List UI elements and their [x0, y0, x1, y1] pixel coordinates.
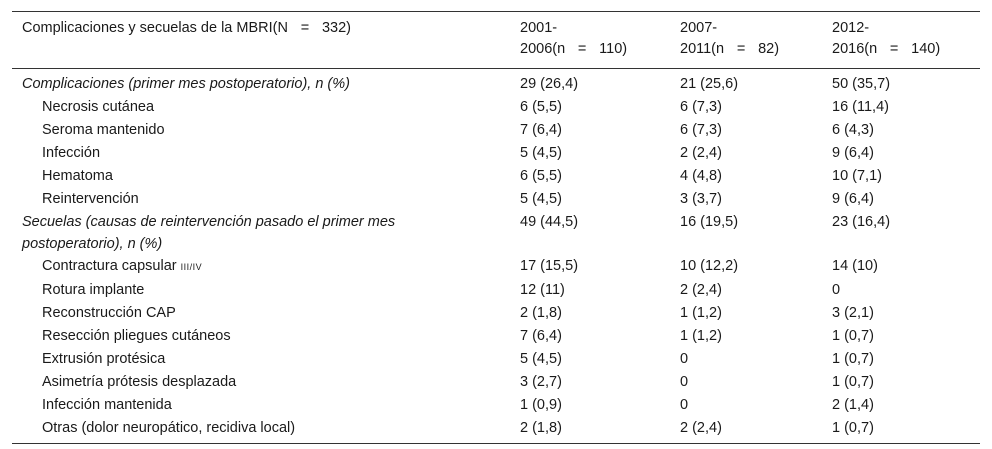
cell-value: 0	[680, 351, 689, 367]
cell-value: 2 (1,4)	[832, 397, 874, 413]
secuelas-section-row	[12, 211, 980, 255]
row-label: Seroma mantenido	[42, 122, 165, 138]
row-label: Resección pliegues cutáneos	[42, 328, 231, 344]
cell-value: 50 (35,7)	[832, 76, 891, 92]
cell-value: 7 (6,4)	[520, 328, 562, 344]
table-row	[12, 371, 980, 394]
table-header	[12, 12, 980, 69]
cell-value: 17 (15,5)	[520, 258, 579, 274]
row-label: Extrusión protésica	[42, 351, 166, 367]
cell-value: 9 (6,4)	[832, 191, 874, 207]
section-label-complicaciones: Complicaciones (primer mes postoperatorio), n (%)	[22, 76, 350, 92]
header-col-label	[12, 12, 510, 69]
cell-value: 1 (1,2)	[680, 305, 722, 321]
cell-value: 0	[680, 374, 689, 390]
section-label-secuelas: Secuelas (causas de reintervención pasado el primer mes postoperatorio), n (%)	[22, 214, 396, 252]
header-col2-eq: =	[736, 41, 746, 57]
results-table-container	[12, 11, 980, 444]
header-col2-line2: 2011(n	[680, 41, 725, 57]
row-label: Reconstrucción CAP	[42, 305, 176, 321]
table-row	[12, 96, 980, 119]
cell-value: 5 (4,5)	[520, 351, 562, 367]
row-label	[12, 255, 510, 279]
cell-value: 1 (0,7)	[832, 374, 874, 390]
cell-value: 0	[832, 282, 841, 298]
header-col0-eq: =	[300, 20, 310, 36]
header-col3-line2: 2016(n	[832, 41, 878, 57]
row-label: Infección	[42, 145, 101, 161]
table-row	[12, 348, 980, 371]
row-label-grade: III/IV	[180, 262, 203, 272]
header-col-2001-2006	[510, 12, 670, 69]
cell-value: 6 (5,5)	[520, 168, 562, 184]
cell-value: 49 (44,5)	[520, 214, 579, 230]
complications-table	[12, 11, 980, 444]
cell-value: 12 (11)	[520, 282, 565, 298]
table-row	[12, 417, 980, 444]
table-row	[12, 142, 980, 165]
cell-value: 7 (6,4)	[520, 122, 562, 138]
cell-value: 1 (0,9)	[520, 397, 562, 413]
row-label: Hematoma	[42, 168, 113, 184]
header-col2-line1: 2007-	[680, 20, 718, 36]
header-col1-eq: =	[577, 41, 587, 57]
cell-value: 16 (19,5)	[680, 214, 739, 230]
cell-value: 5 (4,5)	[520, 145, 562, 161]
cell-value: 3 (3,7)	[680, 191, 722, 207]
cell-value: 10 (7,1)	[832, 168, 882, 184]
cell-value: 9 (6,4)	[832, 145, 874, 161]
cell-value: 5 (4,5)	[520, 191, 562, 207]
cell-value: 2 (2,4)	[680, 145, 722, 161]
cell-value: 6 (4,3)	[832, 122, 874, 138]
cell-value: 2 (2,4)	[670, 417, 822, 444]
header-row	[12, 12, 980, 69]
cell-value: 1 (0,7)	[822, 417, 980, 444]
header-col0-n: 332)	[321, 20, 351, 36]
row-label: Necrosis cutánea	[42, 99, 155, 115]
cell-value: 1 (0,7)	[832, 328, 874, 344]
cell-value: 0	[680, 397, 689, 413]
header-col3-eq: =	[889, 41, 899, 57]
header-col1-line1: 2001-	[520, 20, 558, 36]
row-label: Rotura implante	[42, 282, 145, 298]
cell-value: 4 (4,8)	[680, 168, 722, 184]
header-col1-line2: 2006(n	[520, 41, 566, 57]
cell-value: 3 (2,7)	[520, 374, 562, 390]
header-col0-text: Complicaciones y secuelas de la MBRI(N	[22, 20, 288, 36]
table-body	[12, 69, 980, 444]
table-row	[12, 165, 980, 188]
header-col1-n: 110)	[599, 41, 628, 57]
cell-value: 29 (26,4)	[520, 76, 579, 92]
row-label: Asimetría prótesis desplazada	[42, 374, 237, 390]
header-col2-n: 82)	[758, 41, 780, 57]
table-row	[12, 188, 980, 211]
table-row	[12, 279, 980, 302]
row-label: Reintervención	[42, 191, 139, 207]
cell-value: 2 (1,8)	[510, 417, 670, 444]
table-row	[12, 255, 980, 279]
header-col-2012-2016	[822, 12, 980, 69]
complicaciones-section-row	[12, 69, 980, 97]
cell-value: 10 (12,2)	[680, 258, 739, 274]
header-col3-n: 140)	[911, 41, 941, 57]
row-label: Otras (dolor neuropático, recidiva local)	[12, 417, 510, 444]
cell-value: 1 (1,2)	[680, 328, 722, 344]
cell-value: 6 (5,5)	[520, 99, 562, 115]
table-row	[12, 394, 980, 417]
header-col-2007-2011	[670, 12, 822, 69]
cell-value: 3 (2,1)	[832, 305, 874, 321]
table-row	[12, 325, 980, 348]
cell-value: 2 (2,4)	[680, 282, 722, 298]
cell-value: 16 (11,4)	[832, 99, 889, 115]
cell-value: 2 (1,8)	[520, 305, 562, 321]
cell-value: 21 (25,6)	[680, 76, 739, 92]
cell-value: 6 (7,3)	[680, 122, 722, 138]
cell-value: 1 (0,7)	[832, 351, 874, 367]
table-row	[12, 119, 980, 142]
cell-value: 6 (7,3)	[680, 99, 722, 115]
header-col3-line1: 2012-	[832, 20, 870, 36]
row-label-text: Contractura capsular	[42, 258, 177, 274]
cell-value: 14 (10)	[832, 258, 878, 274]
table-row	[12, 302, 980, 325]
row-label: Infección mantenida	[42, 397, 172, 413]
cell-value: 23 (16,4)	[832, 214, 891, 230]
